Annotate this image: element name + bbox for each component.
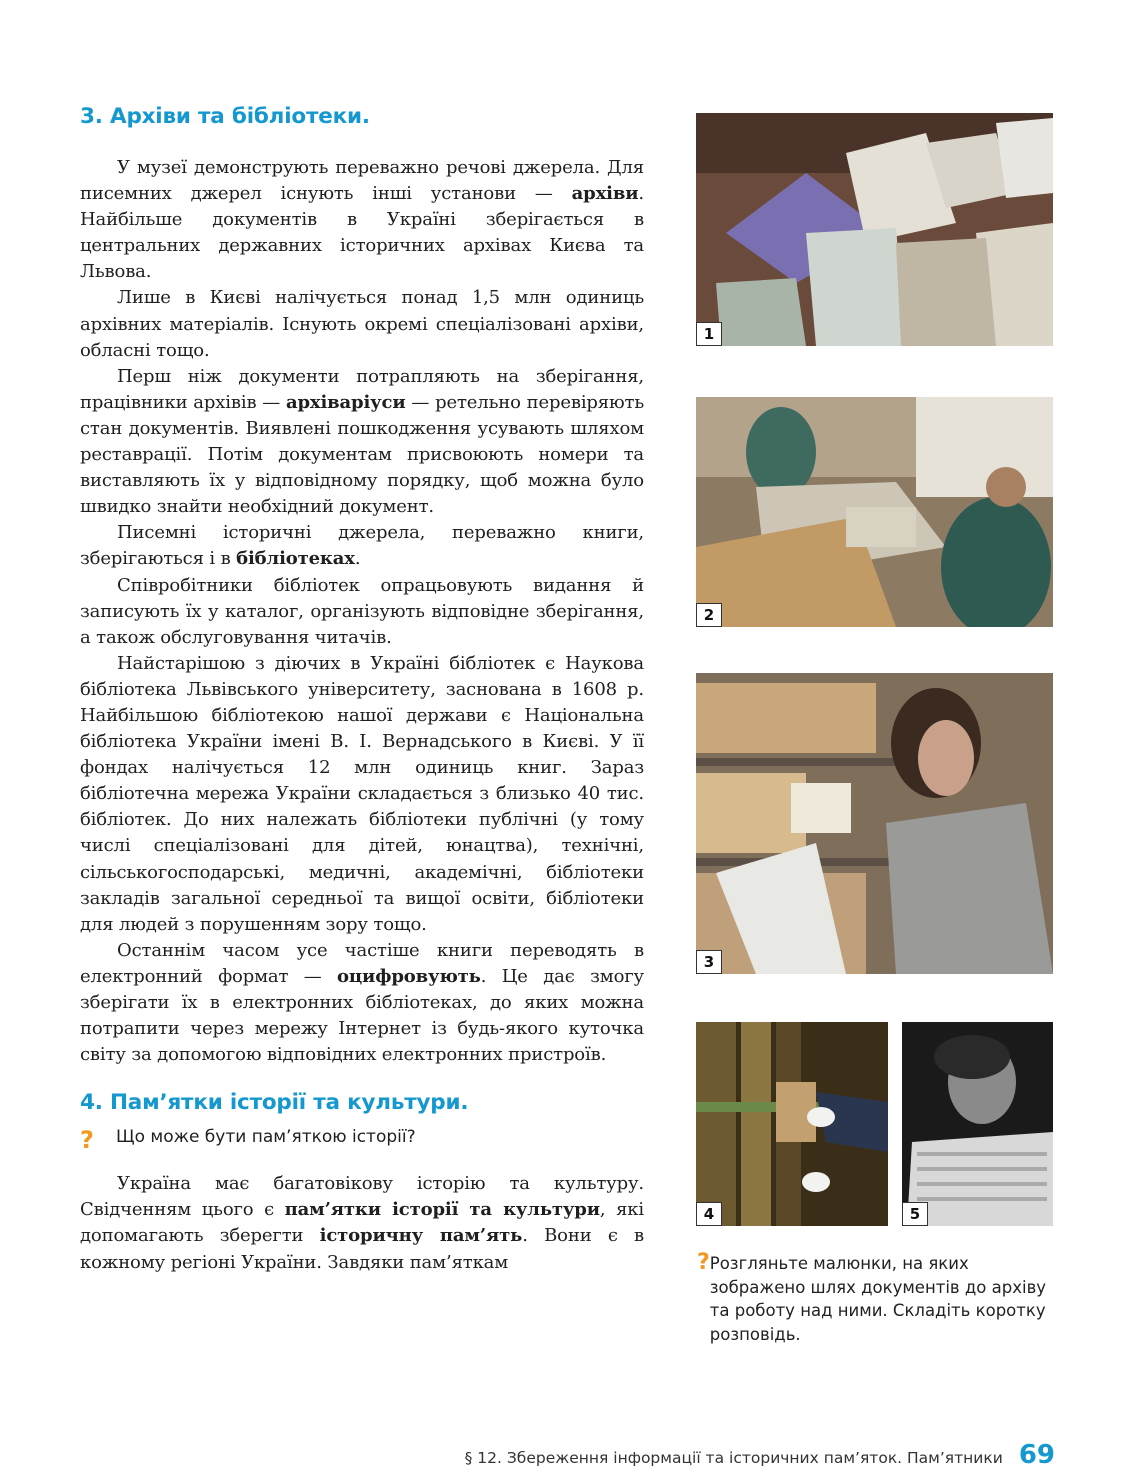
term-archivists: архіваріуси <box>285 391 406 413</box>
text: . Це дає змогу зберігати їх в електронних бібліотеках, до яких можна потрапити через мережу Інтернет із будь-якого куточка світу за допомогою відповідних електронних пристроїв. <box>80 965 644 1066</box>
term-archives: архіви <box>571 183 639 205</box>
page-footer <box>465 1440 1055 1470</box>
photo-archive-documents <box>696 113 1053 346</box>
question <box>80 1127 644 1153</box>
text: У музеї демонструють переважно речові джерела. Для писемних джерел існують інші установи — <box>80 157 644 205</box>
paragraph <box>80 520 644 572</box>
term-libraries: бібліотеках <box>236 548 355 570</box>
text: . Вони є в кожному регіоні України. Завдяки пам’яткам <box>80 1225 645 1273</box>
paragraph: Лише в Києві налічується понад 1,5 млн одиниць архівних матеріалів. Існують окремі спеціалізовані архіви, обласні тощо. <box>80 287 644 361</box>
main-text-column <box>80 98 644 1276</box>
paragraph: Найстарішою з діючих в Україні бібліотек є Наукова бібліотека Львівського університету, заснована в 1608 р. Найбільшою бібліотекою нашої держави є Національна бібліотека України імені В. І. Вернадського в Києві. У її фондах налічується 12 млн одиниць книг. Зараз бібліотечна мережа України складається з близько 40 тис. бібліотек. До них належать бібліотеки публічні (у тому числі спеціалізовані для дітей, юнацтва), технічні, сільськогосподарські, медичні, академічні, бібліотеки закладів загальної середньої та вищої освіти, бібліотеки для людей з порушенням зору тощо. <box>80 652 644 935</box>
paragraph <box>80 1171 644 1275</box>
photo-number: 5 <box>902 1202 928 1226</box>
text: — ретельно перевіряють стан документів. Виявлені пошкодження усувають шляхом реставрації. Потім документам присвоюють номери та виставляють їх у відповідному порядку, щоб можна було швидко знайти необхідний документ. <box>80 391 644 518</box>
paragraph <box>80 364 644 521</box>
text: Останнім часом усе частіше книги переводять в електронний формат — <box>80 939 644 987</box>
photo-3-image <box>696 673 1053 974</box>
footer-section-title: § 12. Збереження інформації та історичних пам’яток. Пам’ятники <box>464 1449 1003 1467</box>
term-monuments: пам’ятки історії та культури <box>284 1199 600 1221</box>
photo-2-image <box>696 397 1053 627</box>
photo-gloved-hands-shelves <box>696 1022 888 1226</box>
question-text: Що може бути пам’яткою історії? <box>116 1127 416 1148</box>
photo-restoration <box>696 397 1053 627</box>
question-mark-icon: ? <box>80 1126 94 1155</box>
section-4-heading: 4. Пам’ятки історії та культури. <box>80 1090 469 1116</box>
photo-number: 3 <box>696 950 722 974</box>
paragraph: Співробітники бібліотек опрацьовують видання й записують їх у каталог, організують відповідне зберігання, а також обслуговування читачів. <box>80 574 644 648</box>
photo-number: 1 <box>696 322 722 346</box>
term-historical-memory: історичну пам’ять <box>319 1225 523 1247</box>
photo-man-with-papers <box>902 1022 1053 1226</box>
photo-1-image <box>696 113 1053 346</box>
photo-number: 4 <box>696 1202 722 1226</box>
photo-archivist-shelves <box>696 673 1053 974</box>
text: . Найбільше документів в Україні зберігається в центральних державних історичних архівах Києва та Львова. <box>80 183 644 283</box>
paragraph <box>80 938 644 1068</box>
page-number: 69 <box>1018 1440 1055 1470</box>
term-digitize: оцифровують <box>337 965 481 987</box>
text: Писемні історичні джерела, переважно книги, зберігаються і в <box>80 522 644 570</box>
task-text: Розгляньте малюнки, на яких зображено шлях документів до архіву та роботу над ними. Складіть коротку розповідь. <box>709 1254 1047 1344</box>
photo-5-image <box>902 1022 1053 1226</box>
section-3-heading: 3. Архіви та бібліотеки. <box>80 104 370 129</box>
text: Україна має багатовікову історію та культуру. Свідченням цього є <box>80 1173 644 1221</box>
text: Перш ніж документи потрапляють на зберігання, працівники архівів — <box>80 365 644 413</box>
text: . <box>354 548 361 570</box>
text: , які допомагають зберегти <box>80 1199 645 1247</box>
photo-number: 2 <box>696 603 722 627</box>
question-mark-icon: ? <box>697 1250 710 1275</box>
paragraph <box>80 155 644 285</box>
photo-4-image <box>696 1022 888 1226</box>
picture-task <box>697 1252 1057 1346</box>
